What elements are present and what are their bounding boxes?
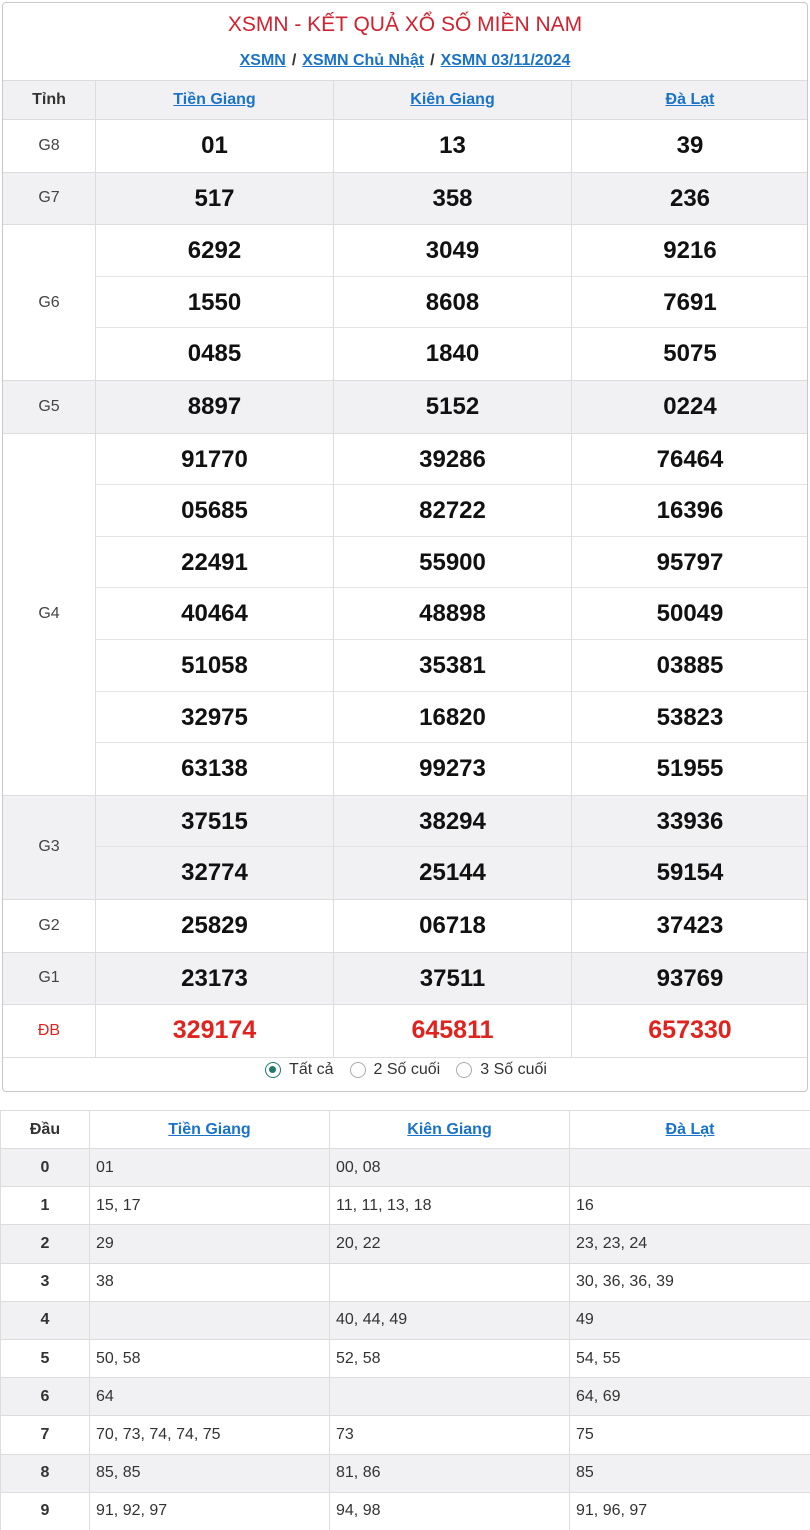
prize-label: G2 xyxy=(3,899,96,952)
prize-number: 358 xyxy=(432,184,473,212)
prize-row xyxy=(3,952,809,1005)
heads-body xyxy=(1,1149,810,1530)
prize-label: G1 xyxy=(3,952,96,1005)
prize-number: 05685 xyxy=(96,485,333,537)
filter-last-2-label: 2 Số cuối xyxy=(373,1061,441,1078)
prize-number: 0224 xyxy=(663,392,717,420)
prize-cell xyxy=(96,899,334,952)
breadcrumb-xsmn-date[interactable]: XSMN 03/11/2024 xyxy=(440,52,571,69)
tail-values: 50, 58 xyxy=(90,1339,330,1377)
prize-cell xyxy=(334,225,572,381)
head-digit: 2 xyxy=(1,1225,90,1263)
tail-values: 15, 17 xyxy=(90,1187,330,1225)
prize-number: 40464 xyxy=(96,588,333,640)
prize-cell xyxy=(334,795,572,899)
prize-number: 39 xyxy=(676,132,704,159)
radio-checked-icon[interactable] xyxy=(265,1062,281,1078)
prize-cell xyxy=(96,120,334,173)
filter-last-3-label: 3 Số cuối xyxy=(480,1061,547,1078)
prize-number: 22491 xyxy=(96,537,333,589)
prize-number: 32975 xyxy=(96,692,333,744)
prize-number: 37511 xyxy=(419,964,486,992)
prize-number: 03885 xyxy=(572,640,808,692)
tail-values: 81, 86 xyxy=(330,1454,570,1492)
prize-number: 50049 xyxy=(572,588,808,640)
prize-number: 99273 xyxy=(419,755,486,783)
head-digit: 7 xyxy=(1,1416,90,1454)
prize-cell xyxy=(572,225,809,381)
prize-cell xyxy=(334,120,572,173)
prize-number: 76464 xyxy=(572,434,808,486)
prize-number: 51955 xyxy=(656,755,724,783)
tail-values: 75 xyxy=(570,1416,810,1454)
head-row xyxy=(1,1378,810,1416)
filter-last-2[interactable] xyxy=(350,1061,441,1079)
tail-values: 85 xyxy=(570,1454,810,1492)
head-row xyxy=(1,1339,810,1377)
head-digit-table xyxy=(0,1110,810,1530)
head-row xyxy=(1,1263,810,1301)
province-link[interactable]: Kiên Giang xyxy=(410,91,495,108)
head-row xyxy=(1,1492,810,1530)
head-row xyxy=(1,1149,810,1187)
prize-number: 657330 xyxy=(648,1016,732,1045)
tail-values: 91, 96, 97 xyxy=(570,1492,810,1530)
head-row xyxy=(1,1301,810,1339)
tail-values xyxy=(90,1301,330,1339)
prize-number: 13 xyxy=(439,132,466,159)
prize-cell xyxy=(334,380,572,433)
tail-values: 94, 98 xyxy=(330,1492,570,1530)
prize-cell xyxy=(96,225,334,381)
prize-number: 63138 xyxy=(181,755,248,783)
prize-row xyxy=(3,120,809,173)
tail-values: 64 xyxy=(90,1378,330,1416)
prize-cell xyxy=(572,172,809,225)
head-row xyxy=(1,1454,810,1492)
head-digit: 3 xyxy=(1,1263,90,1301)
prize-number: 35381 xyxy=(334,640,571,692)
prize-number: 51058 xyxy=(96,640,333,692)
prize-number: 5152 xyxy=(425,392,480,420)
prize-number: 39286 xyxy=(334,434,571,486)
tail-values: 49 xyxy=(570,1301,810,1339)
results-table xyxy=(2,80,808,1058)
prize-cell xyxy=(334,172,572,225)
head-digit: 4 xyxy=(1,1301,90,1339)
prize-number: 82722 xyxy=(334,485,571,537)
prize-cell xyxy=(572,120,809,173)
province-header-kien-giang xyxy=(334,81,572,120)
head-row xyxy=(1,1416,810,1454)
breadcrumb-separator: / xyxy=(430,52,435,69)
prize-number: 0485 xyxy=(187,340,242,368)
tail-values: 20, 22 xyxy=(330,1225,570,1263)
tail-values: 30, 36, 36, 39 xyxy=(570,1263,810,1301)
tail-values: 91, 92, 97 xyxy=(90,1492,330,1530)
tail-values xyxy=(570,1149,810,1187)
prize-cell xyxy=(96,380,334,433)
head-digit: 0 xyxy=(1,1149,90,1187)
prize-number: 9216 xyxy=(572,225,808,277)
prize-label: G7 xyxy=(3,172,96,225)
province-header-da-lat xyxy=(572,81,809,120)
tail-values: 38 xyxy=(90,1263,330,1301)
prize-number: 55900 xyxy=(334,537,571,589)
tail-values: 64, 69 xyxy=(570,1378,810,1416)
prize-number: 95797 xyxy=(572,537,808,589)
prize-row xyxy=(3,380,809,433)
head-row xyxy=(1,1225,810,1263)
tail-values: 00, 08 xyxy=(330,1149,570,1187)
breadcrumb-xsmn-sunday[interactable]: XSMN Chủ Nhật xyxy=(302,52,425,69)
prize-number: 8608 xyxy=(334,277,571,329)
breadcrumb-xsmn[interactable]: XSMN xyxy=(239,52,286,69)
prize-cell xyxy=(96,795,334,899)
prize-label: ĐB xyxy=(3,1005,96,1058)
prize-number: 06718 xyxy=(419,911,486,939)
prize-number: 3049 xyxy=(334,225,571,277)
tail-values: 85, 85 xyxy=(90,1454,330,1492)
province-link[interactable]: Đà Lạt xyxy=(665,91,715,108)
prize-number: 16396 xyxy=(572,485,808,537)
province-label-header: Tỉnh xyxy=(3,81,96,120)
results-body xyxy=(3,120,809,1058)
province-header-tien-giang xyxy=(96,81,334,120)
heads-province-kien-giang xyxy=(330,1111,570,1149)
prize-label: G5 xyxy=(3,380,96,433)
prize-number: 32774 xyxy=(181,859,248,887)
tail-values: 29 xyxy=(90,1225,330,1263)
prize-number: 37423 xyxy=(656,911,724,939)
province-link[interactable]: Tiền Giang xyxy=(168,1120,251,1138)
filter-last-3[interactable] xyxy=(456,1061,547,1079)
prize-cell xyxy=(96,952,334,1005)
tail-values: 23, 23, 24 xyxy=(570,1225,810,1263)
prize-row xyxy=(3,172,809,225)
tail-values: 54, 55 xyxy=(570,1339,810,1377)
prize-number: 53823 xyxy=(572,692,808,744)
prize-number: 38294 xyxy=(334,796,571,848)
prize-cell xyxy=(334,899,572,952)
prize-number: 517 xyxy=(194,184,235,212)
prize-label: G6 xyxy=(3,225,96,381)
prize-number: 5075 xyxy=(663,340,717,368)
prize-number: 01 xyxy=(201,132,228,159)
tail-values xyxy=(330,1263,570,1301)
heads-province-da-lat xyxy=(570,1111,810,1149)
prize-number: 91770 xyxy=(96,434,333,486)
prize-number: 93769 xyxy=(656,964,724,992)
prize-number: 6292 xyxy=(96,225,333,277)
prize-number: 236 xyxy=(669,184,711,212)
prize-number: 8897 xyxy=(187,392,242,420)
prize-number: 645811 xyxy=(411,1016,494,1045)
prize-cell xyxy=(572,433,809,795)
prize-cell xyxy=(572,899,809,952)
filter-all-label: Tất cả xyxy=(289,1061,334,1078)
head-digit: 1 xyxy=(1,1187,90,1225)
tail-values: 70, 73, 74, 74, 75 xyxy=(90,1416,330,1454)
prize-row xyxy=(3,795,809,899)
prize-cell xyxy=(96,172,334,225)
head-digit: 5 xyxy=(1,1339,90,1377)
breadcrumb xyxy=(3,47,807,79)
prize-number: 25144 xyxy=(419,859,486,887)
prize-number: 37515 xyxy=(96,796,333,848)
province-link[interactable]: Đà Lạt xyxy=(665,1120,715,1138)
radio-icon[interactable] xyxy=(456,1062,472,1078)
head-label-header: Đầu xyxy=(1,1111,90,1149)
heads-header-row xyxy=(1,1111,810,1149)
prize-number: 25829 xyxy=(181,911,248,939)
province-link[interactable]: Tiền Giang xyxy=(173,91,256,108)
head-digit: 9 xyxy=(1,1492,90,1530)
tail-values xyxy=(330,1378,570,1416)
prize-number: 16820 xyxy=(334,692,571,744)
prize-cell xyxy=(334,952,572,1005)
prize-label: G4 xyxy=(3,433,96,795)
prize-cell xyxy=(334,433,572,795)
prize-number: 1550 xyxy=(96,277,333,329)
head-digit: 8 xyxy=(1,1454,90,1492)
tail-values: 52, 58 xyxy=(330,1339,570,1377)
prize-number: 59154 xyxy=(656,859,724,887)
prize-label: G3 xyxy=(3,795,96,899)
heads-province-tien-giang xyxy=(90,1111,330,1149)
head-digit: 6 xyxy=(1,1378,90,1416)
head-row xyxy=(1,1187,810,1225)
prize-number: 48898 xyxy=(334,588,571,640)
prize-row xyxy=(3,899,809,952)
prize-label: G8 xyxy=(3,120,96,173)
prize-cell xyxy=(572,952,809,1005)
radio-icon[interactable] xyxy=(350,1062,366,1078)
prize-row xyxy=(3,433,809,795)
tail-values: 73 xyxy=(330,1416,570,1454)
prize-number: 23173 xyxy=(181,964,248,992)
prize-number: 1840 xyxy=(425,340,480,368)
prize-number: 329174 xyxy=(172,1016,257,1045)
tail-values: 16 xyxy=(570,1187,810,1225)
digit-filter xyxy=(3,1047,808,1092)
prize-cell xyxy=(572,380,809,433)
results-header-row xyxy=(3,81,809,120)
prize-cell xyxy=(96,433,334,795)
province-link[interactable]: Kiên Giang xyxy=(407,1120,492,1138)
filter-all[interactable] xyxy=(265,1061,333,1079)
page-title: XSMN - KẾT QUẢ XỔ SỐ MIỀN NAM xyxy=(227,13,583,36)
prize-number: 7691 xyxy=(572,277,808,329)
prize-row xyxy=(3,225,809,381)
prize-cell xyxy=(572,795,809,899)
tail-values: 11, 11, 13, 18 xyxy=(330,1187,570,1225)
prize-number: 33936 xyxy=(572,796,808,848)
tail-values: 40, 44, 49 xyxy=(330,1301,570,1339)
tail-values: 01 xyxy=(90,1149,330,1187)
breadcrumb-separator: / xyxy=(291,52,297,69)
results-card xyxy=(2,2,808,1092)
